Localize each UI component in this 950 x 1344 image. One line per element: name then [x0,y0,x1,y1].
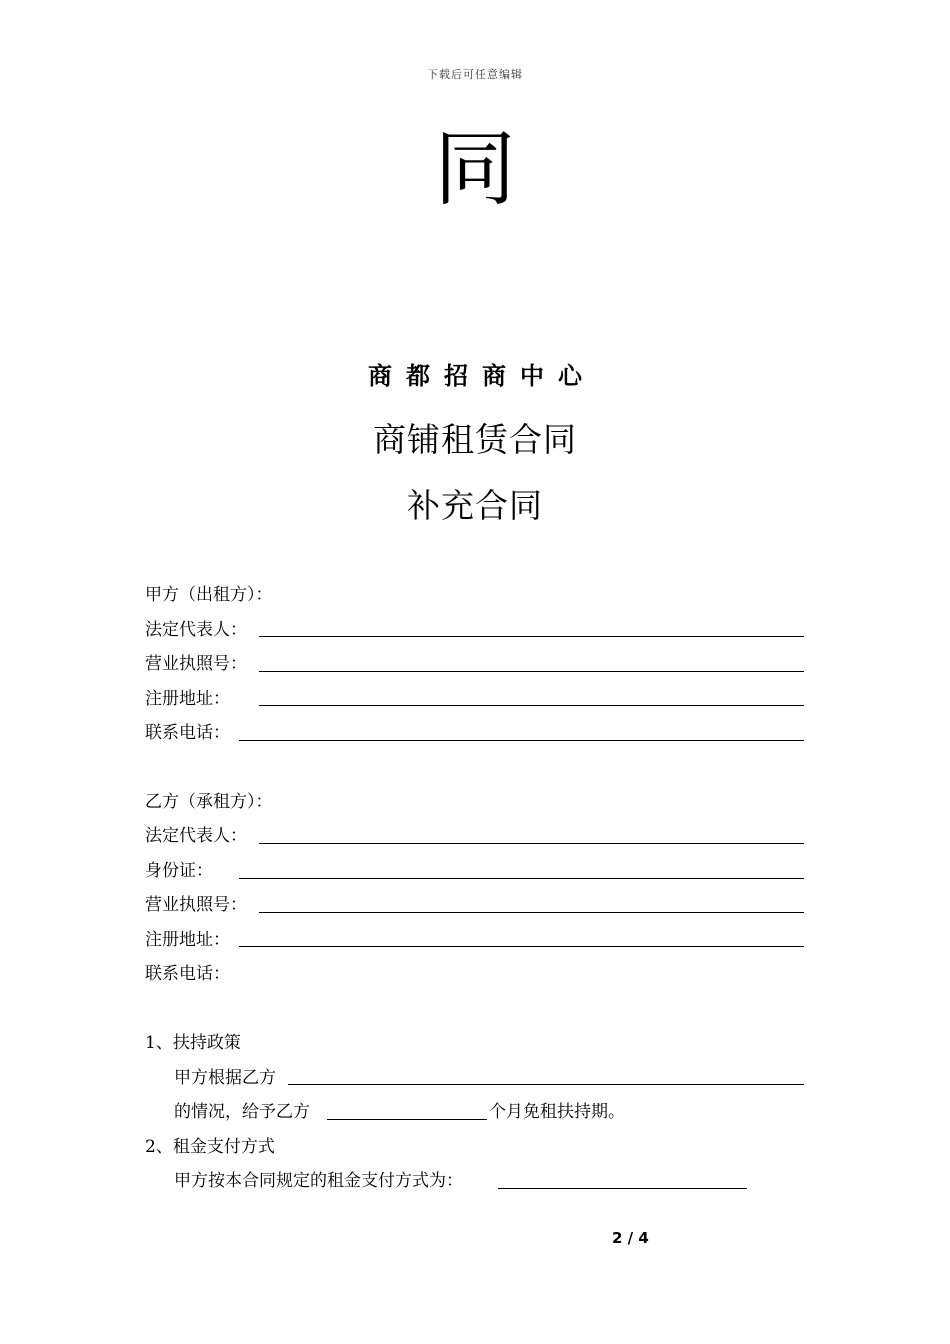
party-b-phone-label: 联系电话： [145,964,230,984]
party-b-id-field[interactable] [239,878,804,879]
party-a-phone-field[interactable] [239,740,804,741]
party-a-license-label: 营业执照号： [145,654,247,674]
section-1-line2-suffix: 个月免租扶持期。 [489,1102,625,1122]
section-1-line2-text: 的情况，给予乙方 [174,1102,310,1122]
contract-subtitle: 补充合同 [407,486,543,525]
party-b-license-label: 营业执照号： [145,895,247,915]
page-number: 2 / 4 [612,1229,649,1247]
party-a-address-field[interactable] [259,705,804,706]
party-a-legal-rep-label: 法定代表人： [145,620,247,640]
contract-title: 商铺租赁合同 [373,420,577,459]
cover-big-character: 同 [433,122,516,217]
party-b-legal-rep-label: 法定代表人： [145,826,247,846]
party-b-heading: 乙方（承租方）： [145,792,273,812]
section-1-line1-text: 甲方根据乙方 [174,1068,276,1088]
party-a-heading: 甲方（出租方）： [145,585,273,605]
party-b-address-label: 注册地址： [145,930,230,950]
section-2-heading: 2、租金支付方式 [145,1137,275,1157]
party-b-address-field[interactable] [239,946,804,947]
section-2-line1-text: 甲方按本合同规定的租金支付方式为： [174,1171,463,1191]
party-b-id-label: 身份证： [145,861,213,881]
party-b-license-field[interactable] [259,912,804,913]
party-b-legal-rep-field[interactable] [259,843,804,844]
section-1-heading: 1、扶持政策 [145,1033,241,1053]
party-a-license-field[interactable] [259,671,804,672]
party-a-address-label: 注册地址： [145,689,230,709]
header-note: 下载后可任意编辑 [427,68,523,81]
section-1-situation-field[interactable] [288,1084,804,1085]
organization-name: 商都招商中心 [368,361,596,390]
party-a-legal-rep-field[interactable] [259,636,804,637]
section-1-months-field[interactable] [327,1119,487,1120]
section-2-payment-method-field[interactable] [498,1188,747,1189]
party-a-phone-label: 联系电话： [145,723,230,743]
